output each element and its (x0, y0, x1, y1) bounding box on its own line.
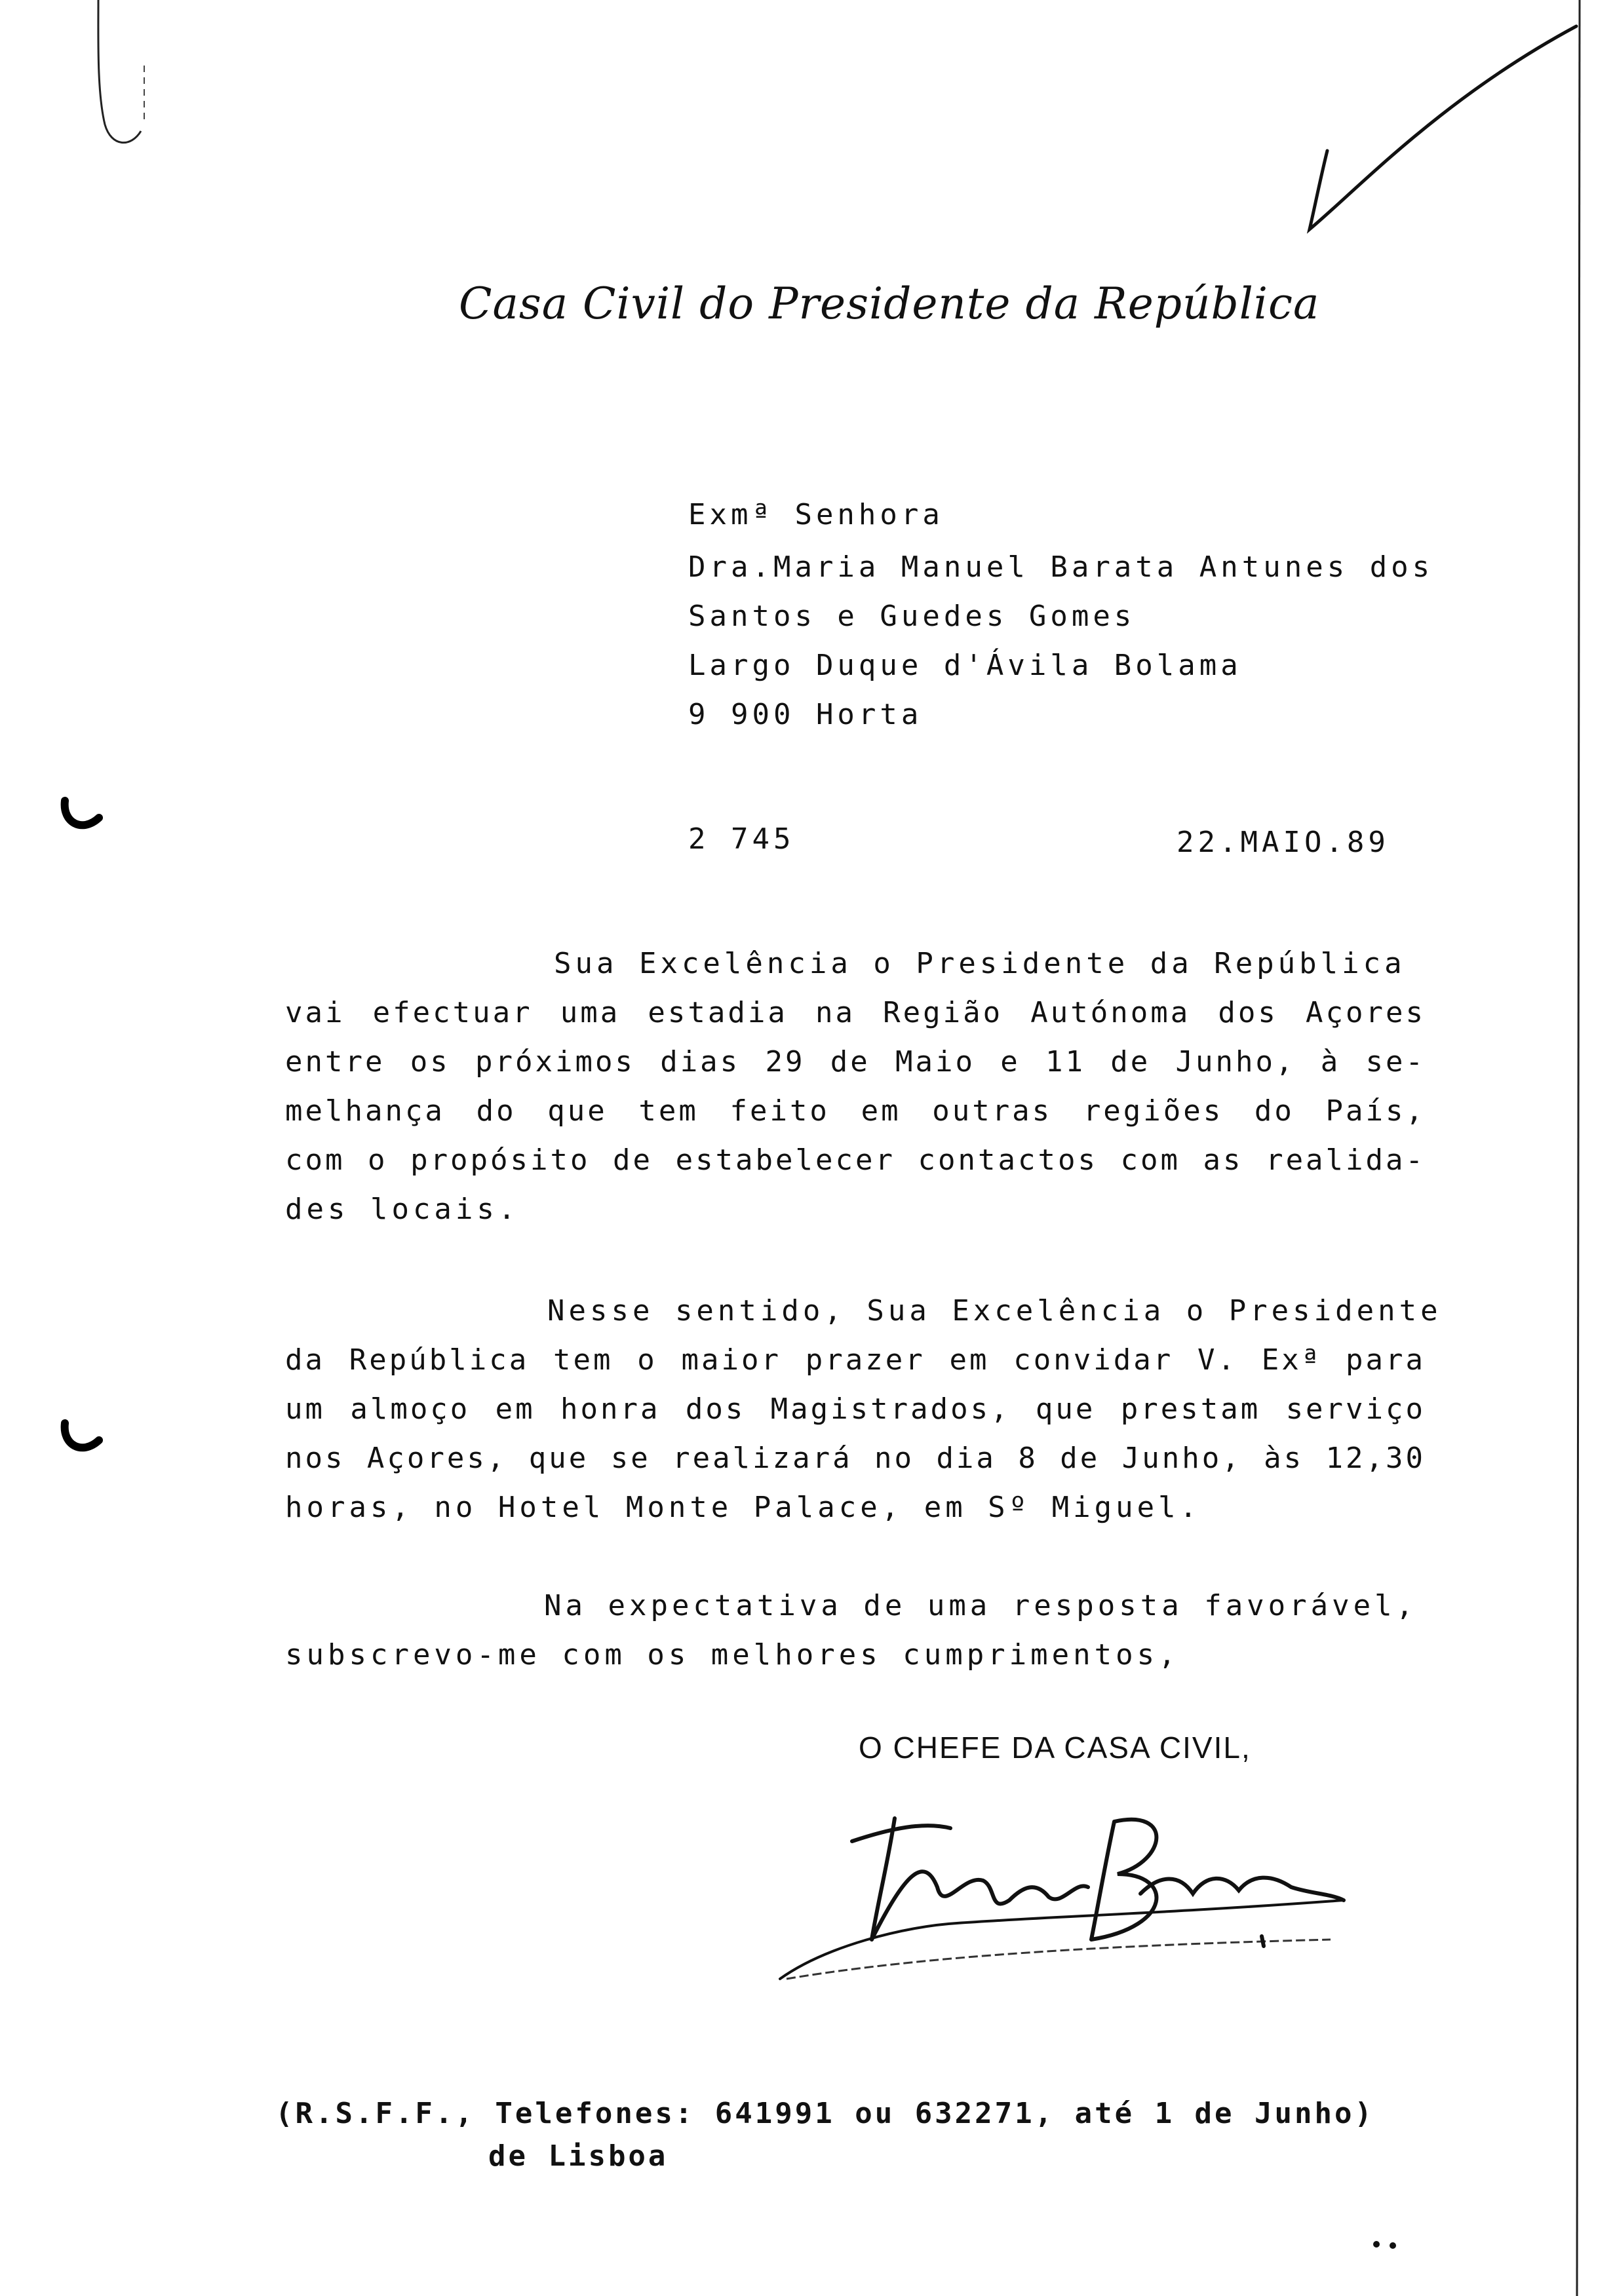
paragraph2-line: um almoço em honra dos Magistrados, que prestam serviço (285, 1392, 1426, 1426)
reference-number: 2 745 (688, 822, 795, 856)
recipient-salutation: Exmª Senhora (688, 498, 944, 531)
letterhead: Casa Civil do Presidente da República (459, 278, 1320, 329)
paragraph2-line: da República tem o maior prazer em convidar V. Exª para (285, 1343, 1426, 1377)
page-edge-line (1573, 0, 1586, 2296)
paragraph2-line: Nesse sentido, Sua Excelência o Presidente (547, 1294, 1442, 1328)
punch-hole-mark-lower (56, 1409, 108, 1461)
punch-hole-mark-upper (56, 786, 108, 839)
paragraph3-line: subscrevo-me com os melhores cumprimentos, (285, 1638, 1180, 1672)
recipient-street: Largo Duque d'Ávila Bolama (688, 649, 1242, 682)
paragraph3-line: Na expectativa de uma resposta favorável, (544, 1589, 1418, 1622)
handwritten-bracket-mark (79, 0, 170, 157)
recipient-city: 9 900 Horta (688, 698, 923, 731)
paragraph2-line: horas, no Hotel Monte Palace, em Sº Miguel. (285, 1491, 1201, 1524)
stray-dots-mark (1367, 2234, 1406, 2254)
paragraph1-line: entre os próximos dias 29 de Maio e 11 de Junho, à se- (285, 1045, 1426, 1079)
paragraph1-line: Sua Excelência o Presidente da República (554, 947, 1406, 980)
paragraph1-line: vai efectuar uma estadia na Região Autónoma dos Açores (285, 996, 1426, 1029)
paragraph2-line: nos Açores, que se realizará no dia 8 de Junho, às 12,30 (285, 1442, 1426, 1475)
footer-contact-line: (R.S.F.F., Telefones: 641991 ou 632271, até 1 de Junho) (275, 2097, 1374, 2130)
footer-city-line: de Lisboa (488, 2139, 669, 2173)
recipient-name-line2: Santos e Guedes Gomes (688, 600, 1136, 633)
handwritten-signature (773, 1782, 1350, 1985)
paragraph1-line: com o propósito de estabelecer contactos com as realida- (285, 1143, 1426, 1177)
closing-title: O CHEFE DA CASA CIVIL, (859, 1731, 1251, 1765)
checkmark-icon (1278, 13, 1580, 242)
letter-date: 22.MAIO.89 (1177, 826, 1390, 859)
recipient-name-line1: Dra.Maria Manuel Barata Antunes dos (688, 550, 1434, 584)
paragraph1-line: melhança do que tem feito em outras regiões do País, (285, 1094, 1426, 1128)
paragraph1-line: des locais. (285, 1193, 520, 1226)
